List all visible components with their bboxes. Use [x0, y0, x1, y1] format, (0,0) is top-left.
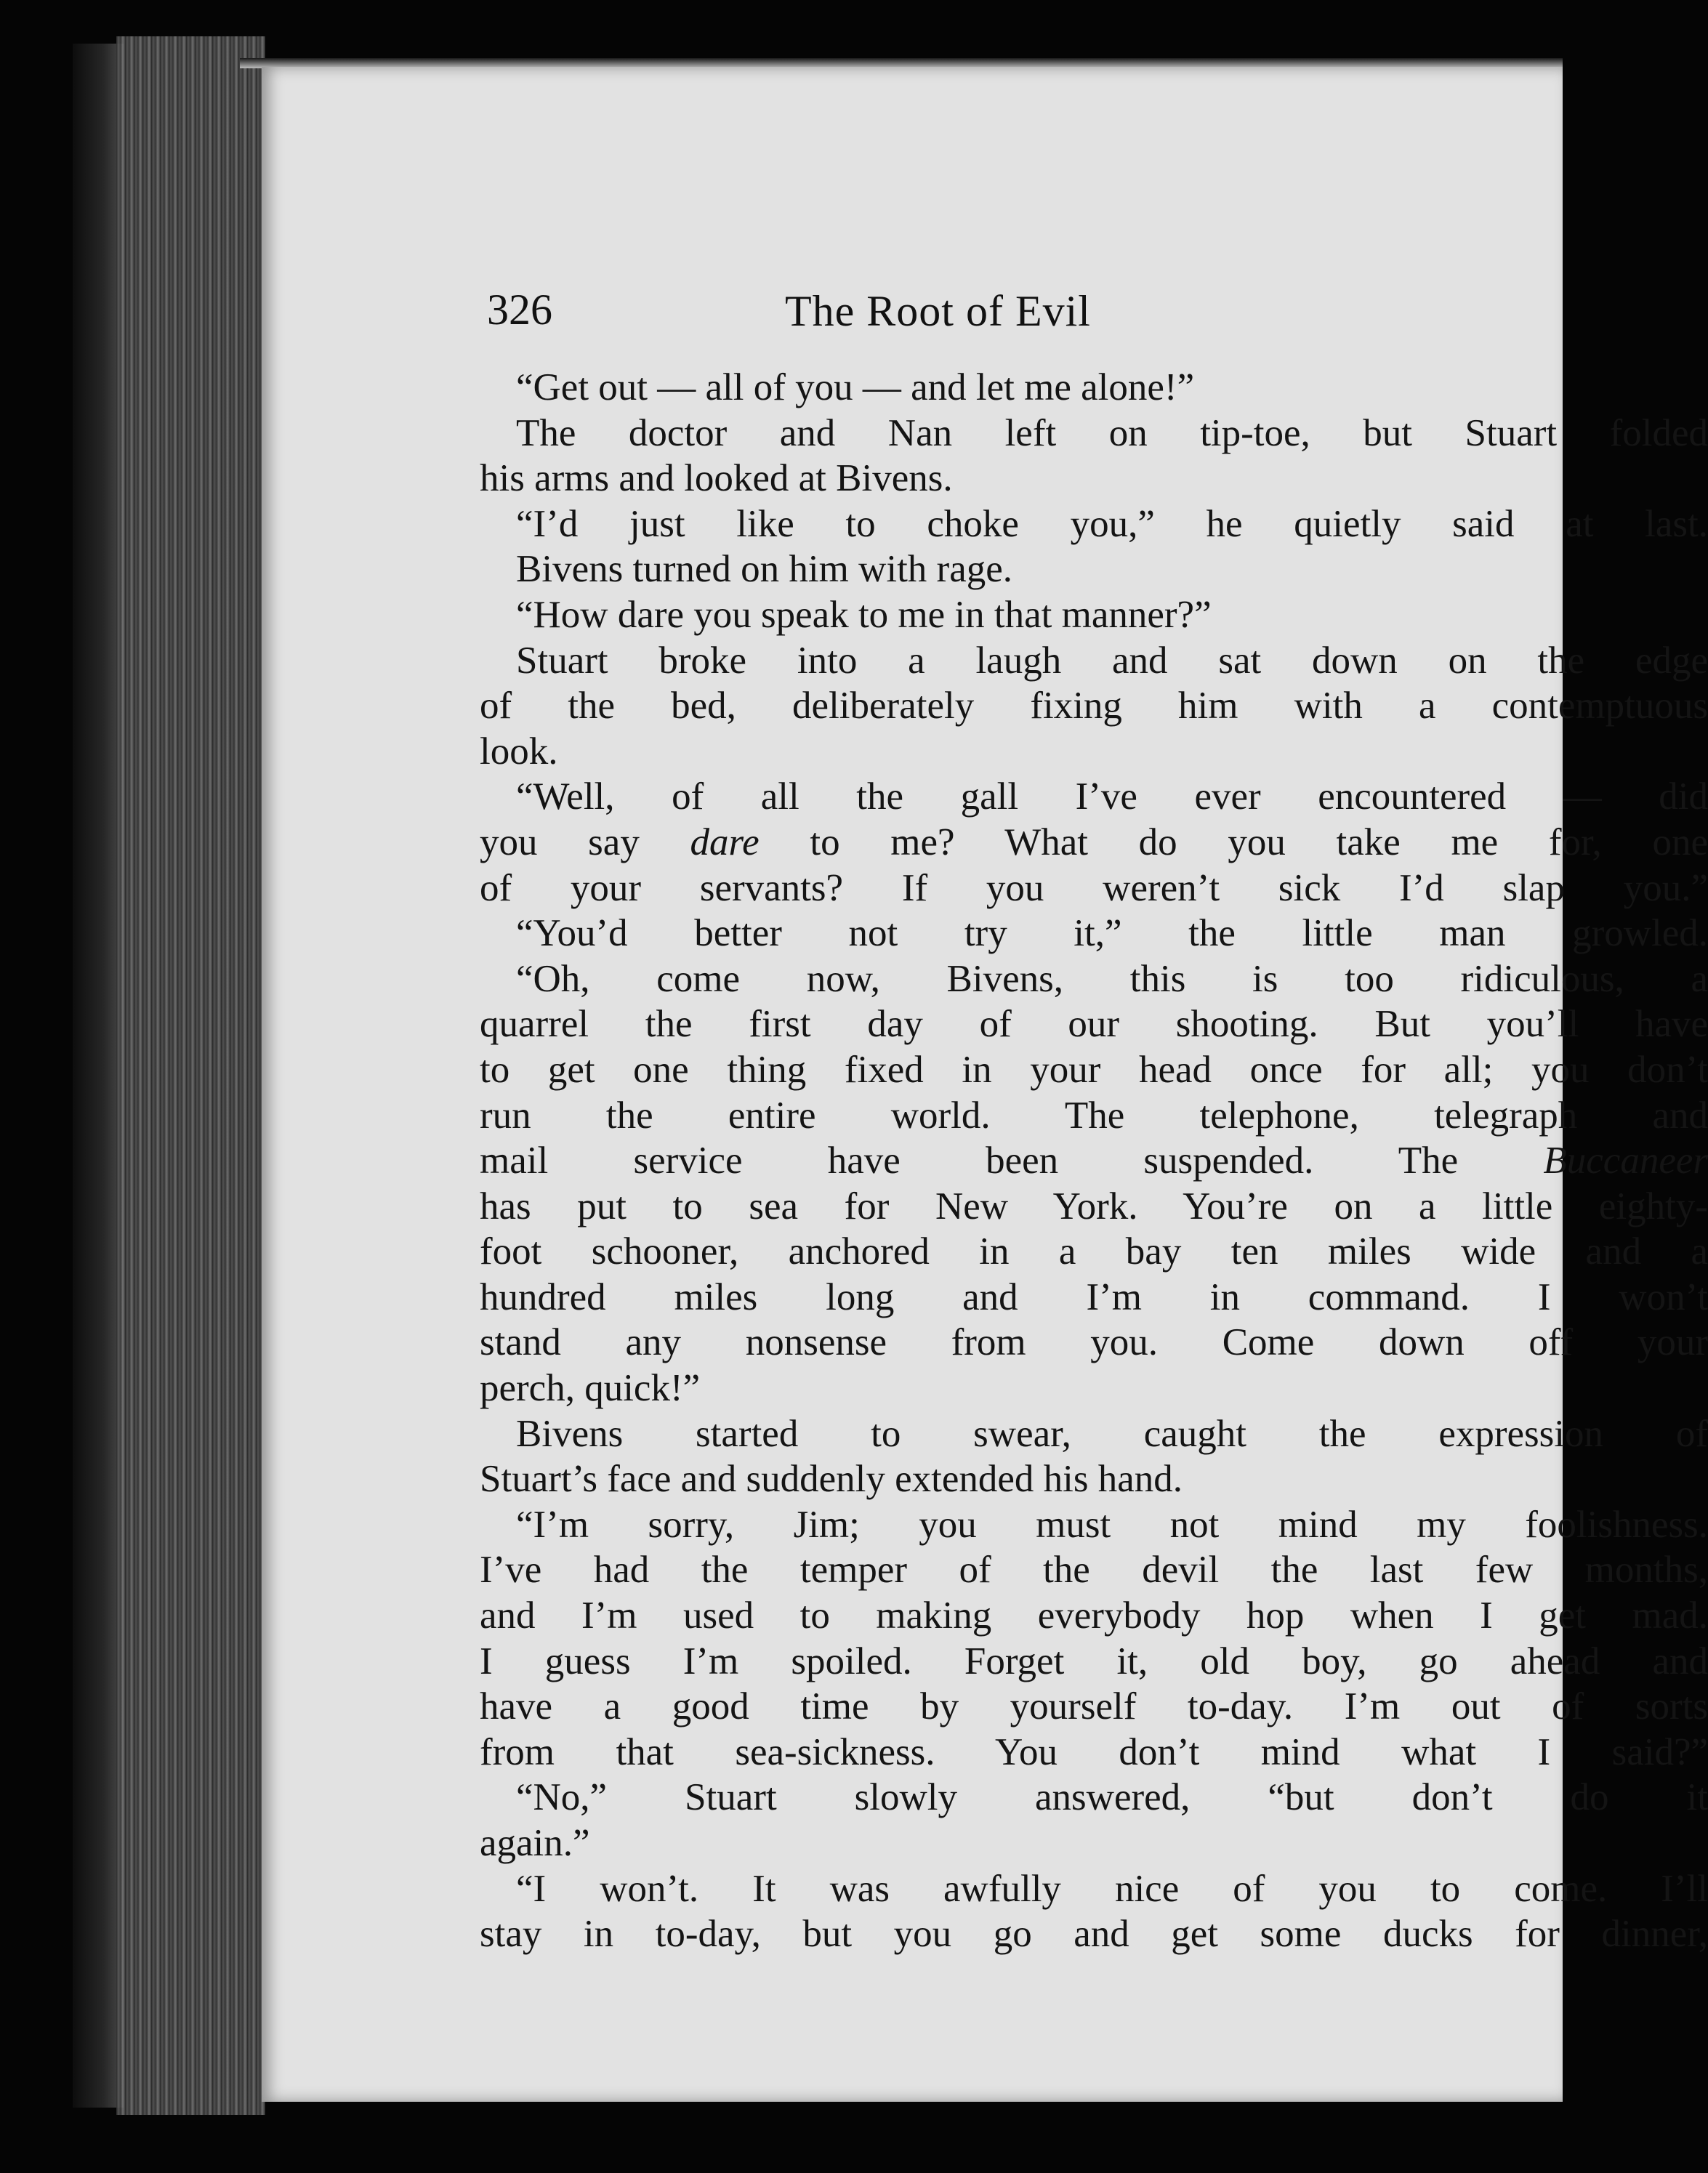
text-line: Bivens started to swear, caught the expression of [516, 1412, 1708, 1455]
text-line: “How dare you speak to me in that manner?” [516, 593, 1212, 636]
book-page [262, 67, 1708, 2102]
italic-word: dare [690, 821, 760, 863]
body-text [480, 365, 1708, 1957]
text-line: look. [480, 730, 558, 773]
text-line: I’ve had the temper of the devil the last few months, [480, 1549, 1708, 1592]
text-line: Stuart’s face and suddenly extended his hand. [480, 1458, 1183, 1501]
text-line: “You’d better not try it,” the little man growled. [516, 912, 1708, 955]
text-segment: to me? What do you take me for, one [759, 821, 1708, 863]
text-segment: you say [480, 821, 690, 863]
text-line: foot schooner, anchored in a bay ten miles wide and a [480, 1230, 1708, 1273]
text-line: Stuart broke into a laugh and sat down on the edge [516, 639, 1708, 682]
text-line: I guess I’m spoiled. Forget it, old boy, go ahead and [480, 1640, 1708, 1682]
page-header [262, 285, 1563, 343]
page-edges [116, 36, 265, 2115]
text-line: hundred miles long and I’m in command. I won’t [480, 1275, 1708, 1318]
text-line: stay in to-day, but you go and get some ducks for dinner, [480, 1913, 1708, 1956]
text-line: run the entire world. The telephone, telegraph and [480, 1094, 1708, 1137]
text-line: quarrel the first day of our shooting. But you’ll have [480, 1003, 1708, 1046]
running-head: The Root of Evil [785, 287, 1091, 335]
text-line: “I won’t. It was awfully nice of you to come. I’ll [516, 1867, 1708, 1910]
text-line: and I’m used to making everybody hop when I get mad. [480, 1595, 1708, 1637]
text-line: “I’d just like to choke you,” he quietly said at last. [516, 502, 1708, 545]
text-line: perch, quick!” [480, 1367, 701, 1410]
text-line: “Get out — all of you — and let me alone!” [516, 366, 1195, 408]
text-line: stand any nonsense from you. Come down off your [480, 1321, 1708, 1364]
text-line: of your servants? If you weren’t sick I’d slap you.” [480, 866, 1708, 909]
text-line [480, 1138, 1708, 1184]
text-line [480, 820, 1708, 866]
italic-word: Buccaneer [1543, 1140, 1708, 1182]
text-line: “Well, of all the gall I’ve ever encountered — did [516, 775, 1708, 818]
text-line: to get one thing fixed in your head once for all; you don’t [480, 1048, 1708, 1091]
text-line: Bivens turned on him with rage. [516, 548, 1012, 591]
text-line: has put to sea for New York. You’re on a little eighty- [480, 1185, 1708, 1227]
text-segment: mail service have been suspended. The [480, 1140, 1544, 1182]
text-line: have a good time by yourself to-day. I’m out of sorts [480, 1685, 1708, 1728]
text-line: “I’m sorry, Jim; you must not mind my foolishness. [516, 1503, 1708, 1546]
page-number: 326 [487, 286, 552, 334]
text-line: The doctor and Nan left on tip-toe, but Stuart folded [516, 411, 1708, 454]
text-line: “No,” Stuart slowly answered, “but don’t do it [516, 1776, 1708, 1819]
text-line: from that sea-sickness. You don’t mind what I said?” [480, 1730, 1708, 1773]
text-line: again.” [480, 1822, 590, 1864]
text-line: his arms and looked at Bivens. [480, 457, 953, 500]
text-line: of the bed, deliberately fixing him with a contemptuous [480, 685, 1708, 727]
text-line: “Oh, come now, Bivens, this is too ridiculous, a [516, 957, 1708, 1000]
